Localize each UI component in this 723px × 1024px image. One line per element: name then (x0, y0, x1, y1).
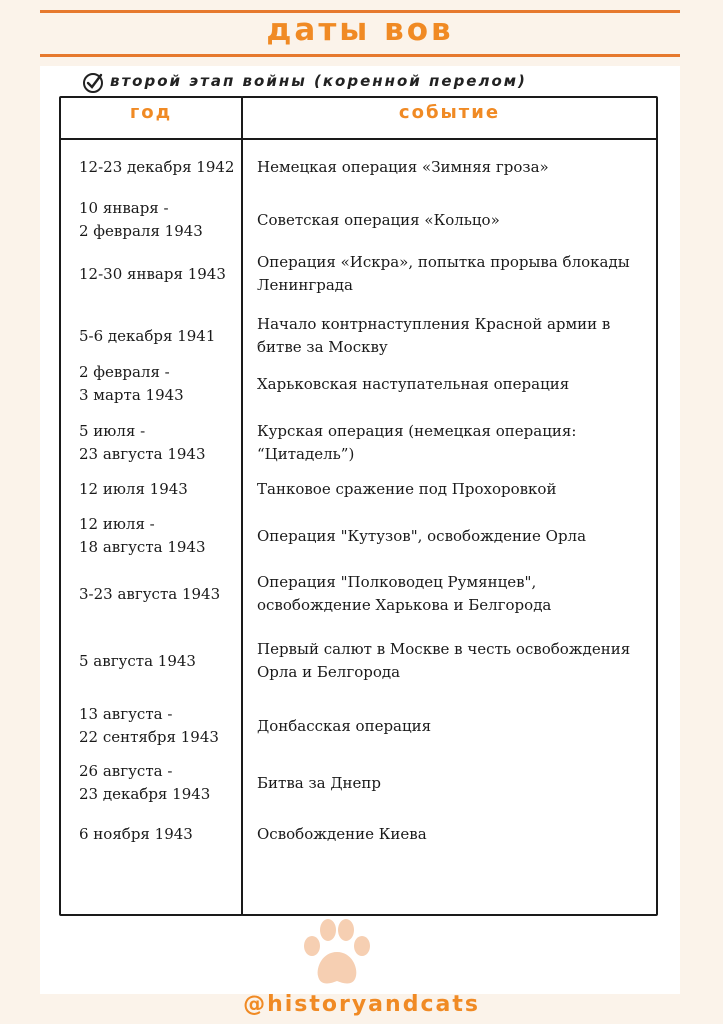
row-year: 26 августа - 23 декабря 1943 (79, 762, 211, 803)
row-event: Курская операция (немецкая операция: “Цитадель”) (257, 422, 577, 463)
row-year: 2 февраля - 3 марта 1943 (79, 363, 184, 404)
page-title: даты вов (266, 12, 454, 48)
row-year: 12 июля 1943 (79, 480, 188, 498)
row-year: 12 июля - 18 августа 1943 (79, 515, 206, 556)
row-year: 6 ноября 1943 (79, 825, 193, 843)
row-year: 3-23 августа 1943 (79, 584, 221, 603)
row-event: Операция "Полководец Румянцев", освобождение Харькова и Белгорода (257, 573, 552, 614)
row-event: Освобождение Киева (257, 825, 427, 843)
row-event: Операция "Кутузов", освобождение Орла (257, 526, 587, 545)
row-event: Битва за Днепр (257, 773, 382, 792)
row-event: Танковое сражение под Прохоровкой (257, 480, 557, 498)
row-event: Донбасская операция (257, 716, 432, 735)
row-year: 5-6 декабря 1941 (79, 326, 216, 345)
year-header-divider (59, 138, 241, 140)
paw-print-icon (300, 918, 374, 988)
row-event: Немецкая операция «Зимняя гроза» (257, 158, 549, 176)
footer-handle: @historyandcats (243, 992, 480, 1017)
event-header: событие (398, 102, 501, 123)
event-header-divider (241, 138, 656, 140)
row-year: 10 января - 2 февраля 1943 (79, 199, 203, 240)
row-event: Первый салют в Москве в честь освобождения Орла и Белгорода (257, 640, 631, 681)
row-year: 12-30 января 1943 (79, 264, 226, 283)
row-year: 5 июля - 23 августа 1943 (79, 422, 206, 463)
row-year: 12-23 декабря 1942 (79, 158, 235, 176)
row-event: Харьковская наступательная операция (257, 374, 570, 393)
row-event: Советская операция «Кольцо» (257, 210, 500, 229)
row-year: 5 августа 1943 (79, 651, 196, 670)
row-event: Начало контрнаступления Красной армии в битве за Москву (257, 315, 611, 356)
header-bottom-line (40, 54, 680, 57)
row-event: Операция «Искра», попытка прорыва блокады Ленинграда (257, 253, 630, 294)
row-year: 13 августа - 22 сентября 1943 (79, 705, 219, 746)
year-header: год (129, 102, 173, 123)
subtitle: второй этап войны (коренной перелом) (110, 72, 527, 90)
check-circle-icon (82, 72, 104, 94)
